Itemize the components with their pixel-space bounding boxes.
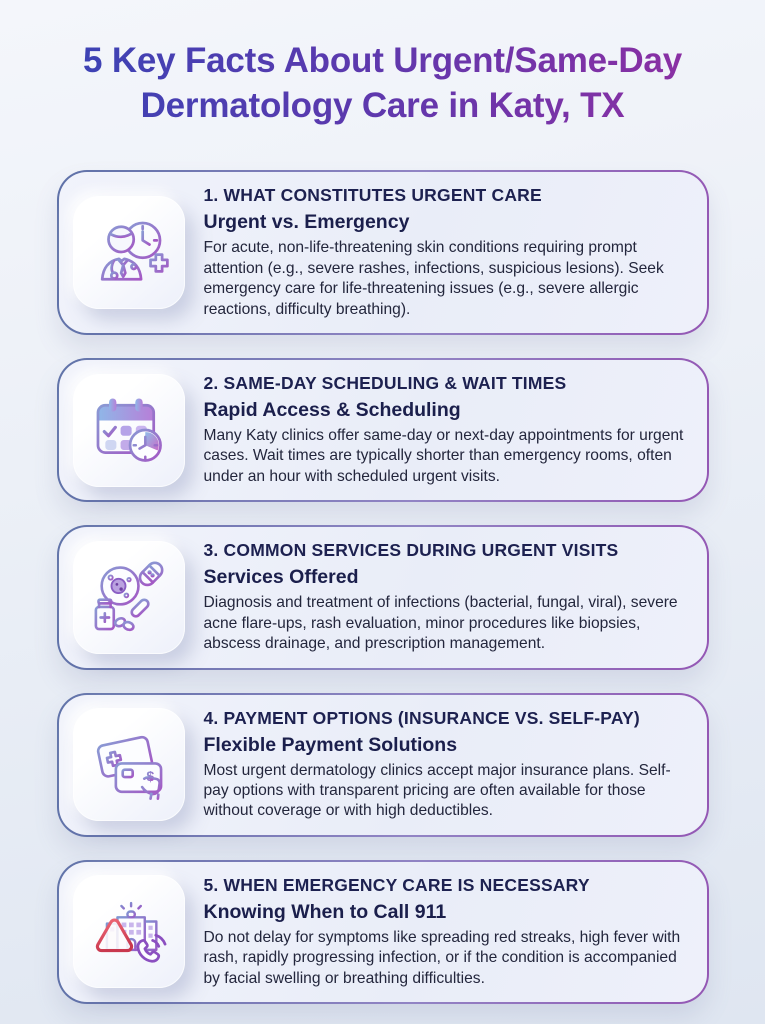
icon-tile: [73, 541, 185, 654]
card-subheading: Urgent vs. Emergency: [203, 211, 410, 234]
card-body: Diagnosis and treatment of infections (bacterial, fungal, viral), severe acne flare-ups, rash evaluation, minor procedures like biopsies, abscess drainage, and prescription management.: [203, 594, 678, 653]
card-subheading: Flexible Payment Solutions: [203, 733, 458, 756]
card-subheading: Knowing When to Call 911: [203, 900, 447, 923]
card-content: [204, 185, 687, 320]
fact-card-5: [57, 860, 709, 1004]
icon-tile: [73, 875, 185, 988]
icon-tile: [73, 374, 185, 487]
card-content: [204, 540, 687, 654]
card-heading: 4. PAYMENT OPTIONS (INSURANCE VS. SELF-PAY): [203, 707, 640, 728]
card-content: [204, 708, 687, 822]
card-subheading: Rapid Access & Scheduling: [203, 398, 461, 421]
fact-card-list: [57, 170, 709, 1004]
emergency-alert-icon: [88, 891, 170, 973]
card-heading: 5. WHEN EMERGENCY CARE IS NECESSARY: [203, 874, 590, 895]
doctor-clock-icon: [88, 212, 170, 294]
icon-tile: [73, 708, 185, 821]
card-body: Do not delay for symptoms like spreading red streaks, high fever with rash, rapidly progressing infection, or if the condition is accompanied by facial swelling or breathing difficulties.: [203, 928, 681, 987]
card-body: Most urgent dermatology clinics accept major insurance plans. Self-pay options with transparent pricing are often available for those without coverage or with high deductibles.: [203, 761, 671, 820]
card-body: Many Katy clinics offer same-day or next-day appointments for urgent cases. Wait times are typically shorter than emergency rooms, often under an hour with scheduled urgent visits.: [203, 426, 684, 485]
card-heading: 2. SAME-DAY SCHEDULING & WAIT TIMES: [203, 372, 567, 393]
calendar-clock-icon: [88, 389, 170, 471]
card-heading: 3. COMMON SERVICES DURING URGENT VISITS: [203, 540, 619, 561]
svg-text:$: $: [145, 768, 154, 785]
title-line-2: Dermatology Care in Katy, TX: [140, 86, 625, 126]
payment-cards-icon: [88, 724, 170, 806]
card-content: [204, 373, 687, 487]
card-content: [204, 875, 687, 989]
card-body: For acute, non-life-threatening skin conditions requiring prompt attention (e.g., severe rashes, infections, suspicious lesions). Seek emergency care for life-threatening issues (e.g., severe allergic reactions, difficulty breathing).: [203, 239, 664, 318]
card-subheading: Services Offered: [203, 566, 359, 589]
magnifier-germ-icon: [88, 556, 170, 638]
fact-card-1: [57, 170, 709, 335]
page-title: [0, 0, 765, 128]
card-heading: 1. WHAT CONSTITUTES URGENT CARE: [203, 185, 542, 206]
title-line-1: 5 Key Facts About Urgent/Same-Day: [83, 41, 682, 80]
fact-card-4: [57, 693, 709, 837]
fact-card-2: [57, 358, 709, 502]
icon-tile: [73, 196, 185, 309]
fact-card-3: [57, 525, 709, 669]
